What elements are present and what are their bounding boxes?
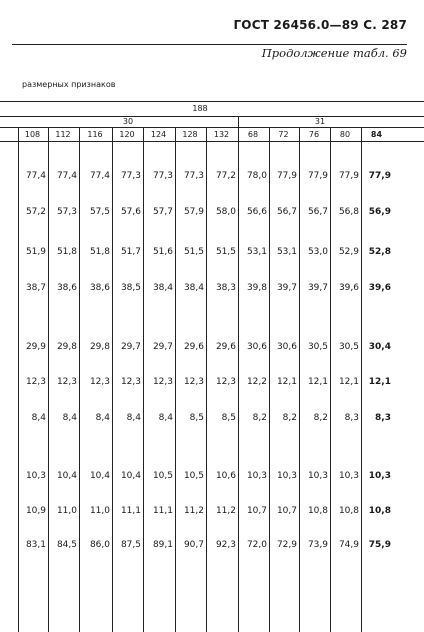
table-cell: 10,7 xyxy=(246,506,267,516)
table-cell: 10,9 xyxy=(25,506,46,516)
table-cell: 11,2 xyxy=(183,506,204,516)
column-header: 76 xyxy=(308,130,320,139)
table-cell: 10,4 xyxy=(56,471,77,481)
table-cell: 72,0 xyxy=(246,540,267,550)
table-cell: 77,9 xyxy=(276,171,297,181)
table-cell: 51,5 xyxy=(183,247,204,257)
table-cell: 52,9 xyxy=(338,247,359,257)
table-cell: 8,4 xyxy=(62,413,77,423)
column-header: 128 xyxy=(182,130,198,139)
table-cell: 51,5 xyxy=(215,247,236,257)
table-cell: 57,6 xyxy=(120,207,141,217)
table-continuation-label: Продолжение табл. 69 xyxy=(261,46,407,60)
table-cell: 57,2 xyxy=(25,207,46,217)
table-cell: 51,8 xyxy=(89,247,110,257)
column-header: 72 xyxy=(278,130,289,139)
table-cell: 10,8 xyxy=(338,506,359,516)
table-cell: 10,3 xyxy=(368,471,391,481)
page-header: ГОСТ 26456.0—89 С. 287 xyxy=(233,18,407,32)
table-cell: 29,8 xyxy=(56,342,77,352)
table-cell: 57,3 xyxy=(56,207,77,217)
table-cell: 57,7 xyxy=(152,207,173,217)
table-cell: 38,3 xyxy=(215,283,236,293)
table-cell: 53,0 xyxy=(307,247,328,257)
table-cell: 8,4 xyxy=(126,413,141,423)
table-cell: 77,2 xyxy=(215,171,236,181)
table-cell: 11,0 xyxy=(56,506,77,516)
table-cell: 12,3 xyxy=(152,377,173,387)
column-header: 84 xyxy=(370,130,383,139)
group-divider xyxy=(238,116,239,632)
table-top-rule xyxy=(0,101,424,102)
table-cell: 29,6 xyxy=(215,342,236,352)
table-cell: 38,5 xyxy=(120,283,141,293)
table-cell: 56,9 xyxy=(368,207,391,217)
table-cell: 77,4 xyxy=(56,171,77,181)
table-cell: 39,6 xyxy=(368,283,391,293)
table-cell: 29,6 xyxy=(183,342,204,352)
table-cell: 10,5 xyxy=(183,471,204,481)
table-cell: 8,4 xyxy=(31,413,46,423)
table-cell: 84,5 xyxy=(56,540,77,550)
table-cell: 53,1 xyxy=(276,247,297,257)
table-cell: 12,3 xyxy=(25,377,46,387)
table-cell: 53,1 xyxy=(246,247,267,257)
table-cell: 38,6 xyxy=(56,283,77,293)
table-cell: 38,4 xyxy=(183,283,204,293)
column-header: 112 xyxy=(55,130,71,139)
table-cell: 51,7 xyxy=(120,247,141,257)
table-cell: 10,8 xyxy=(368,506,391,516)
table-cell: 29,8 xyxy=(89,342,110,352)
table-cell: 56,8 xyxy=(338,207,359,217)
table-cell: 78,0 xyxy=(246,171,267,181)
table-cell: 12,3 xyxy=(183,377,204,387)
table-cell: 8,4 xyxy=(158,413,173,423)
table-cell: 8,2 xyxy=(252,413,267,423)
table-cell: 10,4 xyxy=(89,471,110,481)
table-cell: 11,1 xyxy=(120,506,141,516)
table-cell: 8,5 xyxy=(221,413,236,423)
table-cell: 90,7 xyxy=(183,540,204,550)
table-cell: 10,3 xyxy=(338,471,359,481)
table-cell: 77,4 xyxy=(25,171,46,181)
table-cell: 39,7 xyxy=(276,283,297,293)
table-cell: 39,8 xyxy=(246,283,267,293)
table-cell: 51,9 xyxy=(25,247,46,257)
table-cell: 39,6 xyxy=(338,283,359,293)
table-cell: 11,0 xyxy=(89,506,110,516)
table-cell: 92,3 xyxy=(215,540,236,550)
table-cell: 72,9 xyxy=(276,540,297,550)
table-cell: 77,9 xyxy=(368,171,391,181)
table-cell: 30,6 xyxy=(246,342,267,352)
table-cell: 10,3 xyxy=(276,471,297,481)
table-cell: 29,7 xyxy=(120,342,141,352)
column-header: 132 xyxy=(213,130,230,139)
table-cell: 51,6 xyxy=(152,247,173,257)
table-cell: 12,1 xyxy=(307,377,328,387)
table-cell: 77,3 xyxy=(152,171,173,181)
table-group-label-30: 30 xyxy=(122,117,134,126)
table-cell: 56,7 xyxy=(307,207,328,217)
table-cell: 51,8 xyxy=(56,247,77,257)
table-cell: 12,1 xyxy=(368,377,391,387)
table-cell: 89,1 xyxy=(152,540,173,550)
table-group-label-31: 31 xyxy=(314,117,326,126)
table-top-group-label: 188 xyxy=(192,104,208,113)
table-cell: 77,3 xyxy=(120,171,141,181)
table-cell: 57,5 xyxy=(89,207,110,217)
table-cell: 77,9 xyxy=(307,171,328,181)
table-cell: 12,2 xyxy=(246,377,267,387)
table-cell: 56,7 xyxy=(276,207,297,217)
table-cell: 77,9 xyxy=(338,171,359,181)
column-header: 108 xyxy=(24,130,41,139)
table-cell: 8,4 xyxy=(95,413,110,423)
table-cell: 38,6 xyxy=(89,283,110,293)
column-header: 124 xyxy=(150,130,167,139)
table-cell: 8,3 xyxy=(375,413,391,423)
column-header: 68 xyxy=(247,130,259,139)
table-cell: 10,3 xyxy=(307,471,328,481)
table-cell: 56,6 xyxy=(246,207,267,217)
table-cell: 12,1 xyxy=(276,377,297,387)
table-cell: 10,3 xyxy=(246,471,267,481)
table-cell: 83,1 xyxy=(25,540,46,550)
table-cell: 77,4 xyxy=(89,171,110,181)
table-cell: 29,9 xyxy=(25,342,46,352)
table-cell: 11,1 xyxy=(152,506,173,516)
header-rule xyxy=(12,44,407,45)
table-cell: 52,8 xyxy=(368,247,391,257)
table-cell: 39,7 xyxy=(307,283,328,293)
table-cell: 57,9 xyxy=(183,207,204,217)
table-cell: 86,0 xyxy=(89,540,110,550)
table-cell: 30,6 xyxy=(276,342,297,352)
table-cell: 58,0 xyxy=(215,207,236,217)
table-subtitle: размерных признаков xyxy=(22,80,116,89)
table-cell: 12,3 xyxy=(89,377,110,387)
table-cell: 10,3 xyxy=(25,471,46,481)
table-cell: 10,5 xyxy=(152,471,173,481)
table-cell: 29,7 xyxy=(152,342,173,352)
table-cell: 75,9 xyxy=(368,540,391,550)
table-cell: 30,4 xyxy=(368,342,391,352)
table-cell: 8,2 xyxy=(313,413,328,423)
column-header: 80 xyxy=(339,130,351,139)
table-cell: 77,3 xyxy=(183,171,204,181)
table-cell: 74,9 xyxy=(338,540,359,550)
column-header: 120 xyxy=(119,130,135,139)
column-header: 116 xyxy=(87,130,103,139)
table-cell: 10,8 xyxy=(307,506,328,516)
table-cell: 12,1 xyxy=(338,377,359,387)
table-cell: 38,4 xyxy=(152,283,173,293)
table-cell: 10,7 xyxy=(276,506,297,516)
table-cell: 11,2 xyxy=(215,506,236,516)
table-cell: 12,3 xyxy=(56,377,77,387)
table-cell: 8,3 xyxy=(344,413,359,423)
table-cell: 12,3 xyxy=(215,377,236,387)
table-cell: 30,5 xyxy=(338,342,359,352)
table-cell: 87,5 xyxy=(120,540,141,550)
table-cell: 38,7 xyxy=(25,283,46,293)
table-cell: 10,6 xyxy=(215,471,236,481)
table-cell: 8,5 xyxy=(189,413,204,423)
table-rule-1 xyxy=(0,116,424,117)
table-cell: 30,5 xyxy=(307,342,328,352)
table-cell: 8,2 xyxy=(282,413,297,423)
table-cell: 73,9 xyxy=(307,540,328,550)
table-cell: 12,3 xyxy=(120,377,141,387)
table-cell: 10,4 xyxy=(120,471,141,481)
